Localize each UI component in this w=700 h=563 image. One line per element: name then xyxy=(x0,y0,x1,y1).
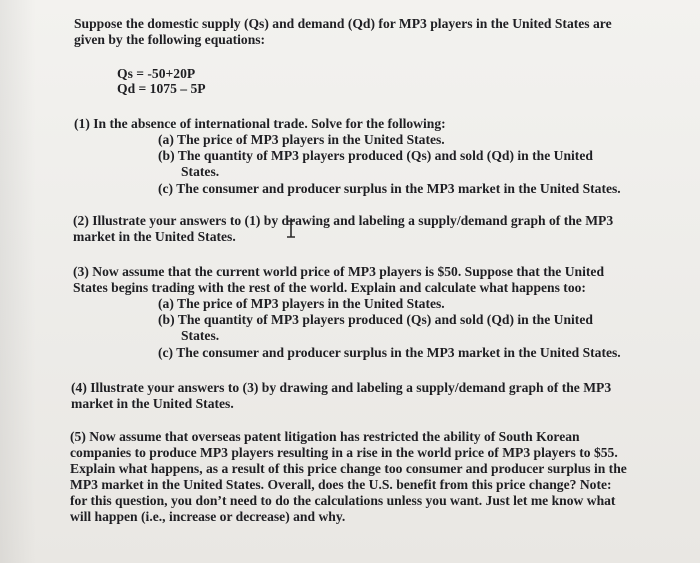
text-cursor-icon xyxy=(285,220,297,238)
demand-equation: Qd = 1075 – 5P xyxy=(117,81,206,96)
q5-line-3: Explain what happens, as a result of this price change too consumer and producer surplus in the xyxy=(70,461,627,476)
q3-item-b: (b) The quantity of MP3 players produced (Qs) and sold (Qd) in the United xyxy=(158,312,593,327)
q5-line-4: MP3 market in the United States. Overall, does the U.S. benefit from this price change? Note: xyxy=(70,477,612,492)
q1-heading: (1) In the absence of international trade. Solve for the following: xyxy=(74,116,446,131)
q5-line-6: will happen (i.e., increase or decrease) and why. xyxy=(70,509,346,524)
q3-item-a: (a) The price of MP3 players in the United States. xyxy=(158,296,445,311)
supply-equation: Qs = -50+20P xyxy=(117,66,196,81)
q1-item-c: (c) The consumer and producer surplus in the MP3 market in the United States. xyxy=(158,181,621,196)
q3-item-b-cont: States. xyxy=(181,328,220,343)
q2-line-1: (2) Illustrate your answers to (1) by drawing and labeling a supply/demand graph of the MP3 xyxy=(73,213,614,228)
q1-item-b-cont: States. xyxy=(181,164,220,179)
q5-line-1: (5) Now assume that overseas patent litigation has restricted the ability of South Korean xyxy=(70,429,580,444)
q1-item-a: (a) The price of MP3 players in the United States. xyxy=(158,132,445,147)
q2-line-2: market in the United States. xyxy=(73,229,236,244)
q3-item-c: (c) The consumer and producer surplus in the MP3 market in the United States. xyxy=(158,345,621,360)
q4-line-1: (4) Illustrate your answers to (3) by drawing and labeling a supply/demand graph of the MP3 xyxy=(71,380,612,395)
page-shadow xyxy=(0,0,36,563)
q4-line-2: market in the United States. xyxy=(71,396,234,411)
q5-line-2: companies to produce MP3 players resulting in a rise in the world price of MP3 players to $55. xyxy=(70,445,618,460)
q3-line-2: States begins trading with the rest of the world. Explain and calculate what happens too: xyxy=(73,280,586,295)
intro-line-2: given by the following equations: xyxy=(74,32,266,47)
q5-line-5: for this question, you don’t need to do the calculations unless you want. Just let me know what xyxy=(70,493,616,508)
intro-line-1: Suppose the domestic supply (Qs) and demand (Qd) for MP3 players in the United States are xyxy=(74,16,612,31)
q3-line-1: (3) Now assume that the current world price of MP3 players is $50. Suppose that the United xyxy=(73,264,605,279)
q1-item-b: (b) The quantity of MP3 players produced (Qs) and sold (Qd) in the United xyxy=(158,148,593,163)
